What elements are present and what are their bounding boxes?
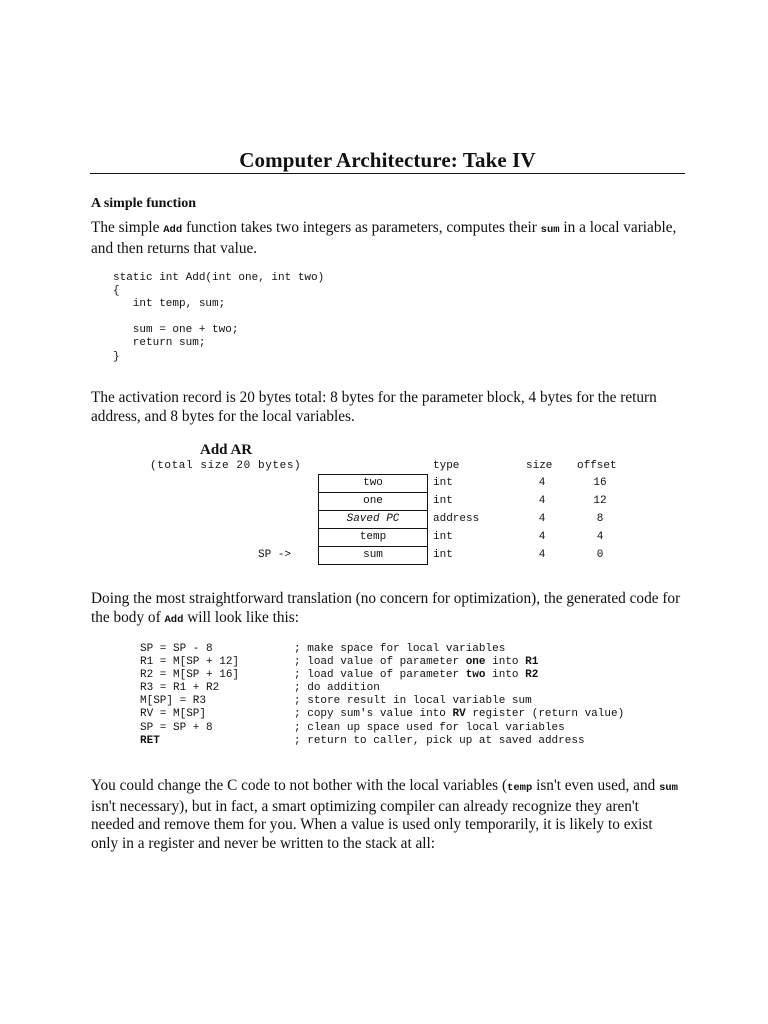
asm-instruction: RET	[140, 734, 160, 747]
title-underline	[90, 173, 685, 174]
ar-cell-saved-pc: Saved PC	[319, 511, 427, 529]
inline-code-add: Add	[163, 224, 183, 236]
inline-code-temp: temp	[507, 782, 533, 794]
asm-comment: ; copy sum's value into RV register (return value)	[294, 708, 625, 721]
offset-value: 12	[593, 495, 607, 507]
asm-keyword: RV	[452, 708, 466, 721]
optimization-paragraph	[91, 777, 681, 853]
type-value: int	[433, 495, 453, 507]
asm-instruction: SP = SP - 8	[140, 643, 213, 655]
ar-paragraph: The activation record is 20 bytes total: 8 bytes for the parameter block, 4 bytes for the return address, and 8 bytes for the local variables.	[91, 389, 657, 425]
asm-comments	[294, 643, 624, 748]
asm-comment: ; load value of parameter two into R2	[294, 669, 539, 682]
offset-value: 8	[596, 513, 604, 525]
ar-title: Add AR	[200, 442, 253, 458]
offset-value: 0	[596, 549, 604, 561]
size-value: 4	[538, 531, 546, 543]
intro-text-3: in a local variable, and then returns that value.	[91, 219, 677, 257]
offset-value: 4	[596, 531, 604, 543]
asm-comment: ; return to caller, pick up at saved address	[294, 734, 585, 747]
type-value: int	[433, 477, 453, 489]
asm-keyword: one	[465, 656, 486, 669]
asm-comment: ; clean up space used for local variables	[294, 721, 565, 734]
size-value: 4	[538, 495, 546, 507]
asm-comment: ; make space for local variables	[294, 643, 506, 655]
intro-text-2: function takes two integers as parameters, computes their	[182, 219, 541, 236]
ar-cell-sum: sum	[363, 549, 383, 561]
asm-comment: ; do addition	[294, 682, 380, 695]
intro-paragraph	[91, 219, 681, 258]
size-value: 4	[538, 513, 546, 525]
offset-column	[580, 474, 620, 564]
type-column	[433, 474, 479, 564]
stack-pointer-label: SP ->	[258, 549, 292, 561]
section-heading: A simple function	[91, 196, 197, 211]
activation-record-table	[318, 474, 428, 565]
inline-code-add: Add	[164, 613, 184, 626]
size-column	[522, 474, 562, 564]
asm-keyword: two	[465, 669, 486, 682]
optimization-text-2: isn't even used, and	[532, 777, 660, 794]
type-value: int	[433, 549, 453, 561]
offset-value: 16	[593, 477, 607, 489]
column-header-type: type	[433, 460, 460, 472]
translation-text-2: will look like this:	[183, 608, 299, 626]
ar-cell-temp: temp	[319, 529, 427, 547]
optimization-text-3: isn't necessary), but in fact, a smart optimizing compiler can already recognize they aren't needed and remove them for you. When a value is used only temporarily, it is likely to exist only in a register and never be written to the stack at all:	[91, 797, 653, 852]
translation-text-1: Doing the most straightforward translation (no concern for optimization), the generated code for the body of	[91, 590, 681, 626]
asm-instructions	[140, 643, 239, 748]
optimization-text-1: You could change the C code to not bother with the local variables (	[91, 777, 508, 794]
page-title: Computer Architecture: Take IV	[239, 148, 536, 172]
column-header-offset: offset	[577, 460, 617, 472]
asm-instruction: R3 = R1 + R2	[140, 682, 220, 695]
asm-instruction: R2 = M[SP + 16]	[140, 669, 240, 682]
asm-keyword: R2	[525, 669, 539, 682]
intro-text-1: The simple	[91, 219, 164, 236]
asm-comment: ; store result in local variable sum	[294, 695, 532, 708]
c-code-block: static int Add(int one, int two) { int temp, sum; sum = one + two; return sum; }	[113, 272, 325, 363]
inline-code-sum: sum	[659, 782, 678, 794]
asm-keyword: R1	[525, 656, 539, 669]
asm-instruction: RV = M[SP]	[140, 708, 207, 721]
asm-comment: ; load value of parameter one into R1	[294, 656, 539, 669]
ar-cell-one: one	[319, 493, 427, 511]
translation-paragraph	[91, 590, 681, 629]
type-value: int	[433, 531, 453, 543]
type-value: address	[433, 513, 480, 525]
ar-subtitle: (total size 20 bytes)	[150, 460, 302, 472]
asm-instruction: SP = SP + 8	[140, 721, 213, 734]
column-header-size: size	[526, 460, 553, 472]
size-value: 4	[538, 549, 546, 561]
asm-instruction: M[SP] = R3	[140, 695, 207, 708]
inline-code-sum: sum	[540, 224, 560, 236]
ar-cell-two: two	[319, 475, 427, 493]
asm-instruction: R1 = M[SP + 12]	[140, 656, 240, 669]
size-value: 4	[538, 477, 546, 489]
